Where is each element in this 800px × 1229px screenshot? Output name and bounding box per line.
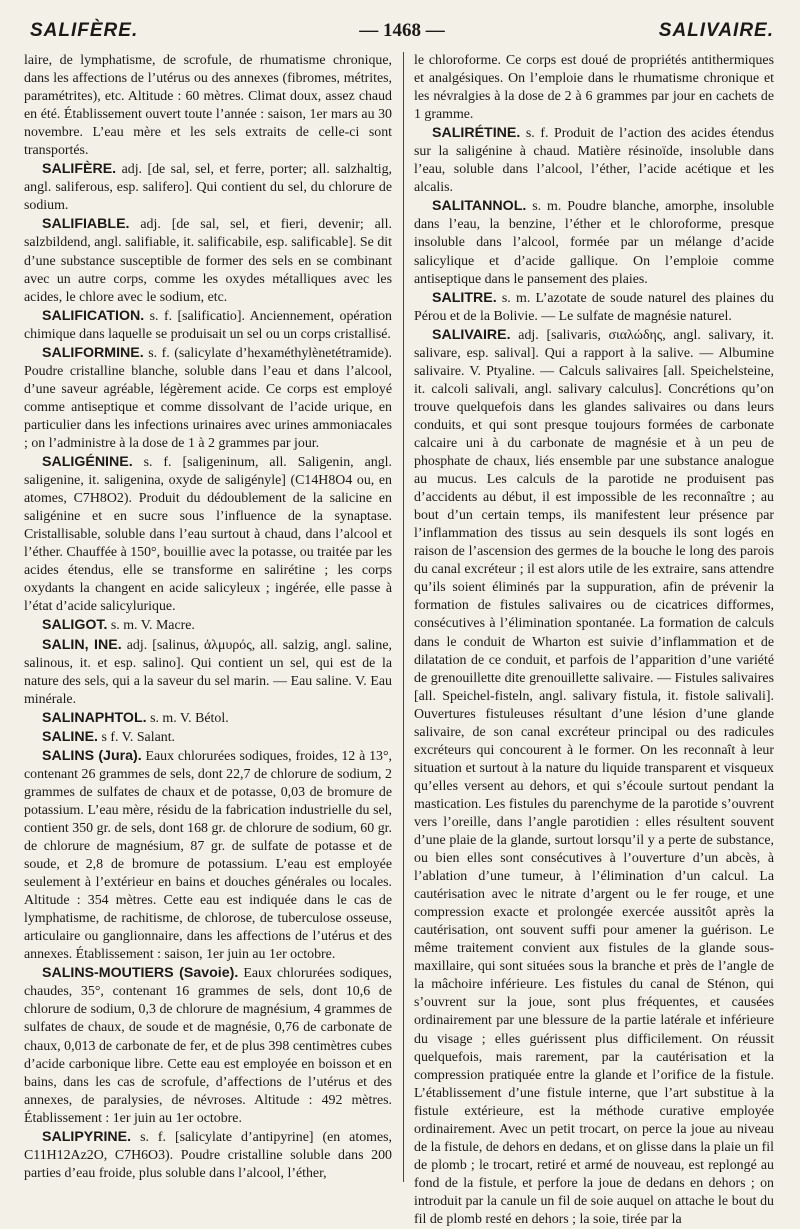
entry-headword: SALINS (Jura). [42, 747, 142, 764]
entry-saligenine [24, 453, 392, 616]
column-divider [403, 52, 404, 1182]
entry-text: s. f. [salicylate d’antipyrine] (en atomes, C11H12Az2O, C7H6O3). Poudre cristalline soluble dans 200 parties d’eau froide, plus soluble dans l’alcool, l’éther, [24, 1129, 392, 1181]
entry-salipyrine [24, 1128, 392, 1183]
entry-saliformine [24, 344, 392, 453]
entry-text: s. f. [salificatio]. Anciennement, opération chimique dans laquelle se produisait un sel ou un corps cristallisé. [24, 308, 392, 342]
entry-text: Eaux chlorurées sodiques, chaudes, 35°, contenant 16 grammes de sels, dont 10,6 de chlorure de sodium, 0,3 de chlorure de magnésium, 4 grammes de sulfates de chaux, de soude et de magnésie, 0,76 de carbonate de chaux, 0,013 de carbonate de fer, et de plus 398 centimètres cubes d’acide carbonique libre. Cette eau est employée en boisson et en bains, dans les cas de scrofule, d’affections de l’utérus et des annexes, de paralysies, de névroses. Altitude : 492 mètres. Établissement : 1er juin au 1er octobre. [24, 966, 392, 1126]
entry-headword: SALIGÉNINE. [42, 454, 133, 471]
entry-text: s f. V. Salant. [101, 729, 176, 745]
entry-salification [24, 307, 392, 344]
entry-headword: SALITANNOL. [432, 198, 527, 215]
entry-headword: SALIN, INE. [42, 636, 122, 653]
header-right-guideword: SALIVAIRE. [658, 20, 774, 41]
entry-headword: SALIFICATION. [42, 307, 145, 324]
entry-text: s. m. V. Macre. [110, 618, 195, 634]
entry-salinaphtol [24, 709, 392, 728]
entry-headword: SALIVAIRE. [432, 326, 511, 343]
entry-salins-jura [24, 747, 392, 965]
entry-continuation [24, 52, 392, 160]
entry-headword: SALIPYRINE. [42, 1128, 132, 1145]
entry-text: s. m. Poudre blanche, amorphe, insoluble dans l’eau, la benzine, l’éther et le chloroforme, presque insoluble dans l’alcool, formée par un mélange d’acide salicylique et d’acide gallique. On l’emploie comme antiseptique dans le pansement des plaies. [414, 199, 774, 287]
entry-text: s. f. [saligeninum, all. Saligenin, angl. saligenine, it. saligenina, oxyde de saligényle] (C14H8O4 ou, en atomes, C7H8O2). Produit du dédoublement de la salicine en saligénine et en sucre sous l’influence de la synaptase. Cristallisable, soluble dans l’eau surtout à chaud, dans l’alcool et l’éther. Chauffée à 150°, bouillie avec la potasse, ou traitée par les acides étendus, elle se transforme en salirétine ; les corps oxydants la changent en acide salicyleux ; ingérée, elle passe à l’état d’acide salicylurique. [24, 455, 392, 615]
entry-salivaire [414, 326, 774, 1229]
entry-text: s. f. Produit de l’action des acides étendus sur la saligénine à chaud. Matière résinoïde, insoluble dans l’eau, soluble dans l’alcool, l’éther, l’acide acétique et les alcalis. [414, 126, 774, 196]
entry-saline [24, 728, 392, 747]
entry-saliretine [414, 124, 774, 197]
page-number: — 1468 — [359, 20, 445, 41]
entry-salin [24, 636, 392, 709]
header-left-guideword: SALIFÈRE. [30, 20, 139, 41]
entry-headword: SALINAPHTOL. [42, 709, 147, 726]
left-column [24, 52, 392, 1188]
entry-headword: SALIFIABLE. [42, 216, 130, 233]
entry-headword: SALIFORMINE. [42, 344, 144, 361]
entry-salifiable [24, 215, 392, 306]
entry-continuation [414, 52, 774, 124]
entry-headword: SALITRE. [432, 289, 497, 306]
entry-text: adj. [de sal, sel, et ferre, porter; all. salzhaltig, angl. saliferous, esp. salifero]. Qui contient du sel, du chlorure de sodium. [24, 162, 392, 214]
entry-headword: SALIRÉTINE. [432, 125, 521, 142]
entry-text: adj. [salivaris, σιαλώδης, angl. salivary, it. salivare, esp. salival]. Qui a rapport à la salive. — Albumine salivaire. V. Ptyaline. — Calculs salivaires [all. Speichelsteine, it. calcoli salivali, angl. salivary calculus]. Concrétions qu’on trouve quelquefois dans les glandes salivaires ou dans leurs conduits, et qui sont presque toujours formées de carbonate calcaire uni à du carbonate de magnésie et à un peu de phosphate de chaux, liés ensemble par une substance analogue au mucus. Les calculs de la parotide ne produisent pas d’accidents au début, il est impossible de les reconnaître ; au bout d’un certain temps, ils manifestent leur présence par l’inflammation des tissus au sein desquels ils sont logés en raison de l’ascension des germes de la bouche le long des parois du canal excréteur ; il est alors utile de les extraire, sans attendre qu’ils soient éliminés par la suppuration, afin de prévenir la formation de fistules salivaires ou de cicatrices difformes, consécutives à l’élimination spontanée. La formation de calculs dans le conduit de Wharton est suivie d’inflammation et de dilatation de ce conduit, et parfois de l’apparition d’une variété de grenouillette dite grenouillette salivaire. — Fistules salivaires [all. Speichel-fisteln, angl. salivary fistula, it. fistole salivali]. Ouvertures fistuleuses résultant d’une lésion d’une glande salivaire, de son canal excréteur principal ou des radicules excréteurs qui concourent à le former. On les reconnaît à leur situation et surtout à la nature du liquide transparent et visqueux qu’elles versent au dehors, et qui s’écoule surtout pendant la mastication. Les fistules du parenchyme de la parotide s’ouvrent vers l’oreille, dans l’angle parotidien : elles résultent souvent d’une plaie de la glande, surtout lorsqu’il y a perte de substance, ou bien elles sont consécutives à l’ouverture d’un abcès, à l’ablation d’une tumeur, à l’élimination d’un calcul. La cautérisation avec le nitrate d’argent ou le fer rouge, et une compression exacte et prolongée exercée aussitôt après la cautérisation, ont souvent suffi pour amener la guérison. Le même traitement convient aux fistules de la glande sous-maxillaire, qui sont situées sous la branche et près de l’angle de la mâchoire inférieure. Les fistules du canal de Sténon, qui s’ouvrent sur la joue, sont plus fréquentes, et causées ordinairement par une blessure de la partie latérale et inférieure du visage ; elles guérissent plus difficilement. On réussit quelquefois, mais rarement, par la cautérisation et la compression pratiquée entre la glande et l’orifice de la fistule. L’établissement d’une fistule interne, que l’art substitue à la fistule extérieure, est la méthode curative employée ordinairement. Avec un petit trocart, on perce la joue au niveau de la fistule, de dehors en dedans, et on glisse dans la plaie un fil de plomb ; le trocart, retiré et armé de nouveau, est replongé au fond de la fistule, et perfore la joue de dedans en dehors ; on introduit par la canule un fil de soie auquel on attache le bout du fil de plomb resté en dehors ; la soie, tirée par la [414, 327, 774, 1227]
entry-text: s. f. (salicylate d’hexaméthylènetétramide). Poudre cristalline blanche, soluble dans l’eau et dans l’alcool, d’une saveur agréable, légèrement acide. Ce corps est employé comme antiseptique et comme dissolvant de l’acide urique, en particulier dans les infections urinaires avec urines ammoniacales ; on l’administre à la dose de 1 à 2 grammes par jour. [24, 345, 392, 451]
right-column [414, 52, 774, 1227]
entry-headword: SALINE. [42, 728, 98, 745]
entry-text: le chloroforme. Ce corps est doué de propriétés antithermiques et analgésiques. On l’emploie dans le rhumatisme chronique et les névralgies à la dose de 2 à 6 grammes par jour en cachets de 1 gramme. [414, 53, 774, 123]
entry-salifere [24, 160, 392, 215]
page-header [30, 14, 774, 48]
entry-text: s. m. V. Bétol. [150, 710, 229, 726]
entry-headword: SALINS-MOUTIERS (Savoie). [42, 965, 239, 982]
entry-text: laire, de lymphatisme, de scrofule, de rhumatisme chronique, dans les affections de l’utérus ou des annexes (fibromes, métrites, paramétrites), etc. Altitude : 60 mètres. Climat doux, assez chaud en été. Établissement ouvert toute l’année : saison, 1er mars au 30 novembre. L’eau mère et les sels extraits de celle-ci sont transportés. [24, 53, 392, 159]
entry-text: Eaux chlorurées sodiques, froides, 12 à 13°, contenant 26 grammes de sels, dont 22,7 de chlorure de sodium, 2 grammes de sulfates de chaux et de potasse, 0,03 de bromure de potassium. L’eau mère, résidu de la fabrication industrielle du sel, contient 350 gr. de sels, dont 168 gr. de chlorure de sodium, 60 gr. de chlorure de magnésium, 87 gr. de sulfate de potasse et de soude, et 2,8 de bromure de potassium. L’eau est employée seulement à l’extérieur en bains et douches générales ou locales. Altitude : 354 mètres. Cette eau est indiquée dans le cas de lymphatisme, de rachitisme, de chlorose, de tuberculose osseuse, articulaire ou ganglionnaire, dans les affections de l’utérus et des annexes. Établissement : saison, 1er juin au 1er octobre. [24, 748, 392, 963]
entry-headword: SALIGOT. [42, 617, 108, 634]
entry-salitre [414, 289, 774, 326]
entry-saligot [24, 616, 392, 635]
entry-salitannol [414, 197, 774, 288]
entry-text: s. m. L’azotate de soude naturel des plaines du Pérou et de la Bolivie. — Le sulfate de magnésie naturel. [414, 290, 774, 324]
entry-headword: SALIFÈRE. [42, 161, 117, 178]
entry-text: adj. [salinus, ἁλμυρός, all. salzig, angl. saline, salinous, it. et esp. salino]. Qui contient un sel, qui est de la nature des sels, qui a la saveur du sel marin. — Eau saline. V. Eau minérale. [24, 637, 392, 707]
entry-text: adj. [de sal, sel, et fieri, devenir; all. salzbildend, angl. salifiable, it. salificabile, esp. salificable]. Se dit d’une substance susceptible de former des sels en se combinant avec un autre corps, comme les oxydes métalliques avec les acides, le chlore avec le sodium, etc. [24, 217, 392, 305]
entry-salins-moutiers [24, 964, 392, 1127]
